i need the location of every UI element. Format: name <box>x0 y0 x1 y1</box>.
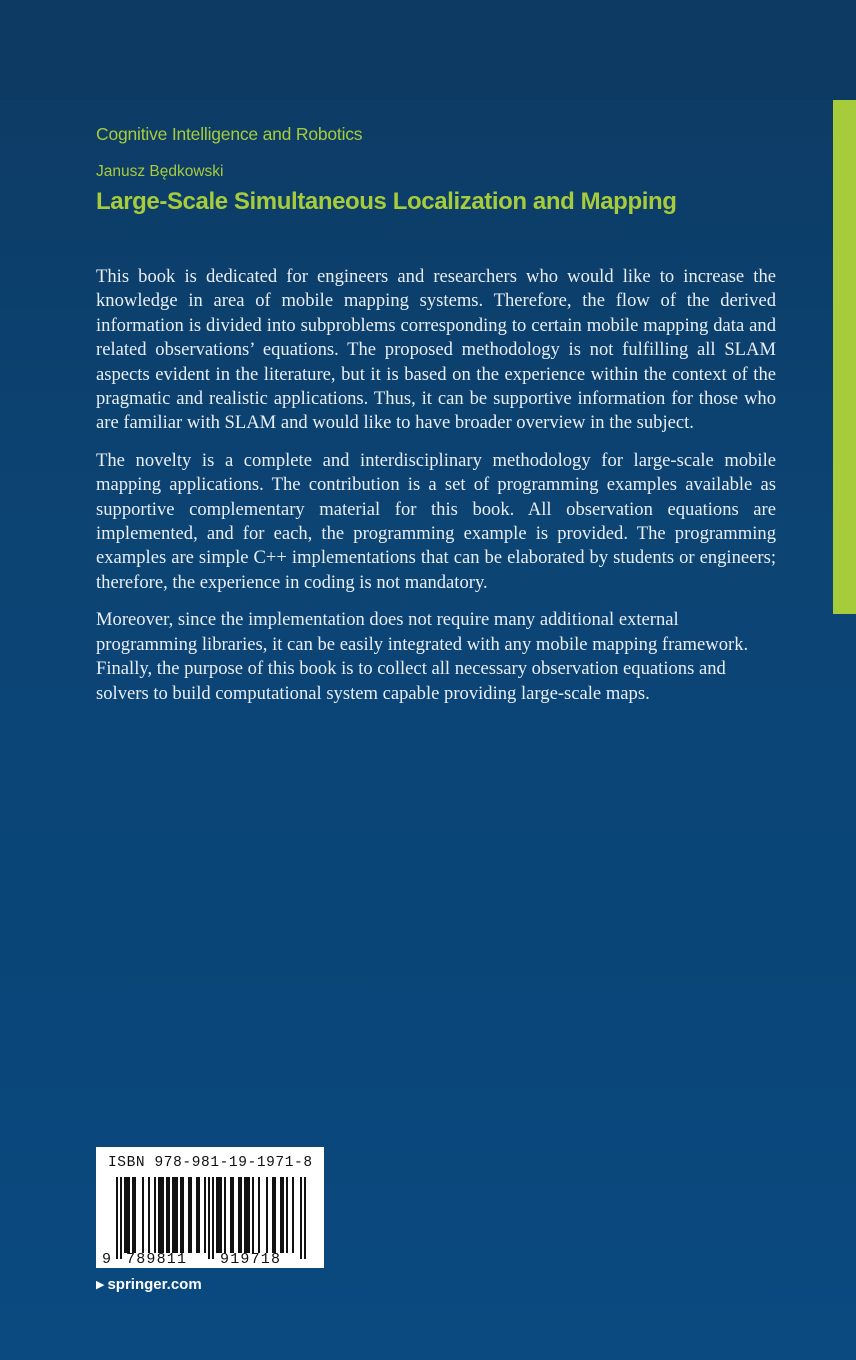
barcode-bar <box>162 1177 164 1253</box>
barcode-bar <box>216 1177 218 1253</box>
barcode-bar <box>280 1177 282 1253</box>
isbn-label: ISBN 978-981-19-1971-8 <box>108 1155 313 1171</box>
barcode-bar <box>198 1177 200 1253</box>
barcode-bar <box>176 1177 178 1253</box>
publisher-url: springer.com <box>107 1276 202 1293</box>
blurb-paragraph: The novelty is a complete and interdisciplinary methodology for large-scale mobile mapping applications. The contribution is a set of programming examples available as supportive complementary material for this book. All observation equations are implemented, and for each, the programming example is provided. The programming examples are simple C++ implementations that can be elaborated by students or engineers; therefore, the experience in coding is not mandatory. <box>96 449 776 593</box>
book-title: Large-Scale Simultaneous Localization and Mapping <box>96 188 677 215</box>
barcode-bar <box>304 1177 306 1259</box>
barcode-bars <box>96 1147 324 1268</box>
barcode-bar <box>124 1177 126 1253</box>
barcode-bar <box>244 1177 246 1253</box>
barcode-bar <box>172 1177 174 1253</box>
barcode-bar <box>148 1177 150 1253</box>
barcode-bar <box>224 1177 226 1253</box>
barcode <box>96 1147 324 1268</box>
barcode-bar <box>248 1177 250 1253</box>
barcode-bar <box>154 1177 156 1253</box>
barcode-bar <box>132 1177 134 1253</box>
barcode-digits: 9 <box>102 1251 113 1268</box>
barcode-bar <box>182 1177 184 1253</box>
barcode-bar <box>208 1177 210 1259</box>
barcode-bar <box>230 1177 232 1253</box>
barcode-bar <box>252 1177 254 1253</box>
barcode-bar <box>232 1177 234 1253</box>
author-name: Janusz Będkowski <box>96 163 224 180</box>
barcode-bar <box>158 1177 160 1253</box>
barcode-bar <box>258 1177 260 1253</box>
barcode-bar <box>166 1177 168 1253</box>
triangle-right-icon: ▶ <box>96 1279 105 1291</box>
barcode-digits: 919718 <box>220 1251 282 1268</box>
publisher-link[interactable] <box>96 1276 202 1293</box>
top-band <box>0 0 856 100</box>
barcode-bar <box>266 1177 268 1253</box>
barcode-bar <box>282 1177 284 1253</box>
barcode-bar <box>240 1177 242 1253</box>
barcode-bar <box>134 1177 136 1253</box>
barcode-bar <box>204 1177 206 1253</box>
barcode-bar <box>120 1177 122 1259</box>
barcode-bar <box>174 1177 176 1253</box>
barcode-bar <box>196 1177 198 1253</box>
barcode-bar <box>246 1177 248 1253</box>
barcode-bar <box>190 1177 192 1253</box>
blurb-paragraph: This book is dedicated for engineers and researchers who would like to increase the knowledge in area of mobile mapping systems. Therefore, the flow of the derived information is divided into subproblems corresponding to certain mobile mapping data and related observations’ equations. The proposed methodology is not fulfilling all SLAM aspects evident in the literature, but it is based on the experience within the context of the pragmatic and realistic applications. Thus, it can be supportive information for those who are familiar with SLAM and would like to have broader overview in the subject. <box>96 266 776 434</box>
blurb-paragraph: Moreover, since the implementation does not require many additional external programming libraries, it can be easily integrated with any mobile mapping framework. Finally, the purpose of this book is to collect all necessary observation equations and solvers to build computational system capable providing large-scale maps. <box>96 609 749 704</box>
barcode-bar <box>218 1177 220 1253</box>
barcode-bar <box>286 1177 288 1253</box>
accent-bar <box>833 100 856 614</box>
barcode-bar <box>238 1177 240 1253</box>
barcode-bar <box>116 1177 118 1259</box>
barcode-bar <box>160 1177 162 1253</box>
barcode-bar <box>220 1177 222 1253</box>
blurb <box>96 265 776 719</box>
barcode-bar <box>274 1177 276 1253</box>
barcode-bar <box>292 1177 294 1253</box>
barcode-bar <box>168 1177 170 1253</box>
series-name: Cognitive Intelligence and Robotics <box>96 124 363 144</box>
barcode-bar <box>188 1177 190 1253</box>
barcode-digits: 789811 <box>126 1251 188 1268</box>
barcode-bar <box>212 1177 214 1259</box>
barcode-bar <box>272 1177 274 1253</box>
barcode-bar <box>180 1177 182 1253</box>
barcode-bar <box>142 1177 144 1253</box>
barcode-bar <box>126 1177 128 1253</box>
barcode-bar <box>300 1177 302 1259</box>
barcode-bar <box>128 1177 130 1253</box>
